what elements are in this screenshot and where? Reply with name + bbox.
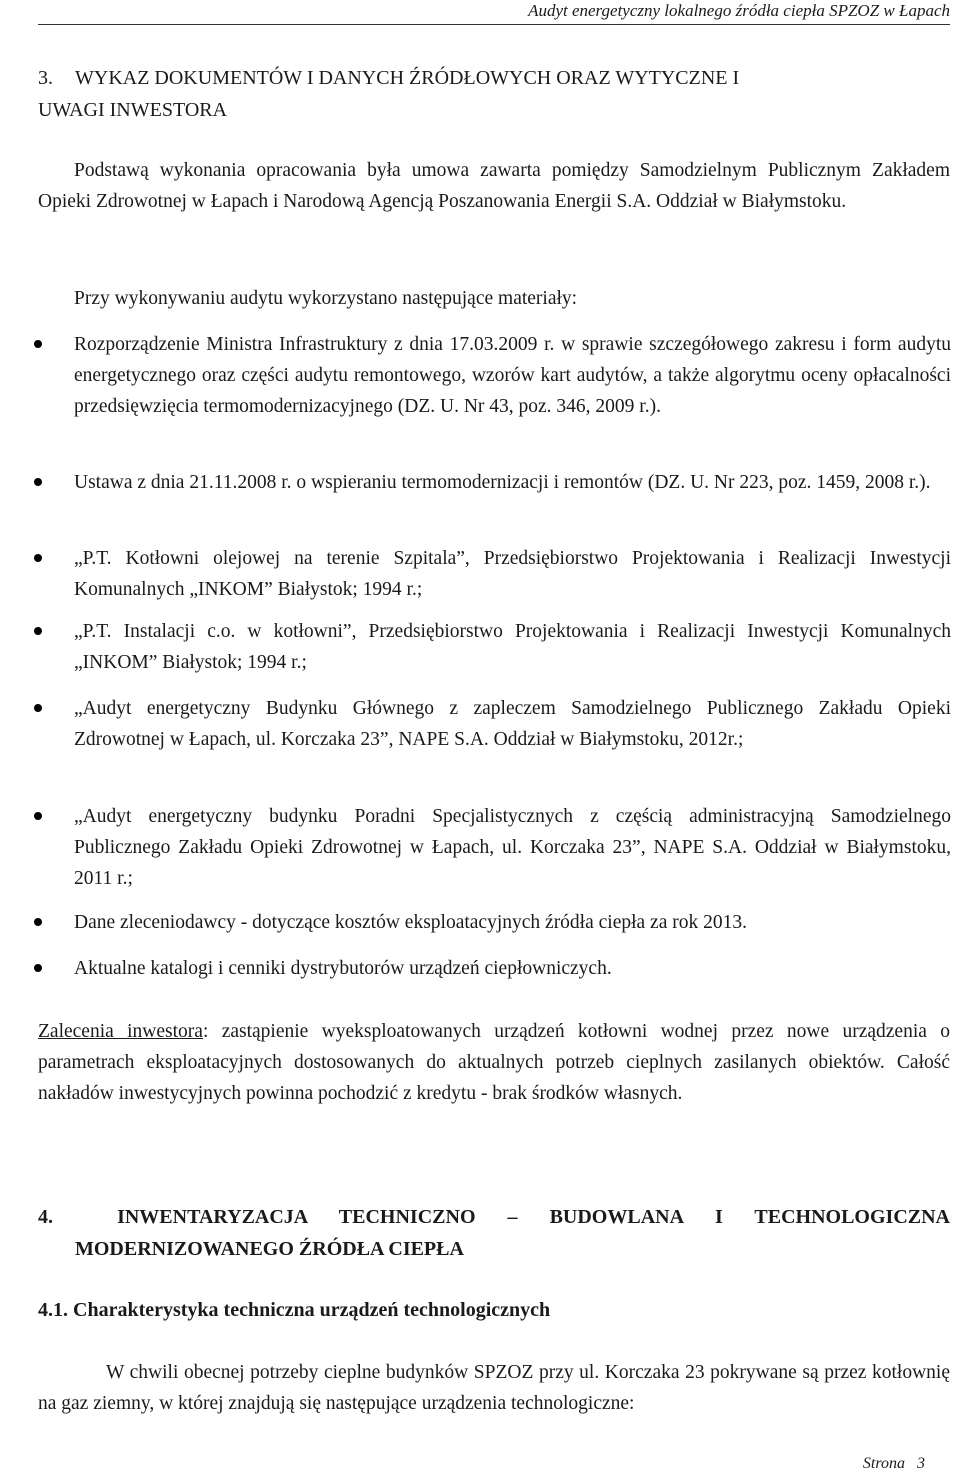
materials-lead: Przy wykonywaniu audytu wykorzystano następujące materiały:	[74, 288, 578, 309]
section-4-number: 4.	[38, 1206, 53, 1228]
running-title: Audyt energetyczny lokalnego źródła ciepła SPZOZ w Łapach	[528, 1, 950, 20]
page-number: 3	[917, 1455, 925, 1472]
list-item	[74, 329, 951, 422]
subsection-title: Charakterystyka techniczna urządzeń technologicznych	[73, 1299, 551, 1321]
list-item-text: Ustawa z dnia 21.11.2008 r. o wspieraniu termomodernizacji i remontów (DZ. U. Nr 223, poz. 1459, 2008 r.).	[74, 472, 931, 493]
list-item-text: Aktualne katalogi i cenniki dystrybutorów urządzeń ciepłowniczych.	[74, 958, 612, 979]
subsection-4-1-heading	[38, 1294, 550, 1326]
bullet-icon	[34, 627, 42, 635]
bullet-icon	[34, 812, 42, 820]
section-4-title-line2: MODERNIZOWANEGO ŹRÓDŁA CIEPŁA	[75, 1238, 464, 1260]
recommendations-text: : zastąpienie wyeksploatowanych urządzeń kotłowni wodnej przez nowe urządzenia o parametrach eksploatacyjnych dostosowanych do aktualnych potrzeb cieplnych zasilanych obiektów. Całość nakładów inwestycyjnych powinna pochodzić z kredytu - brak środków własnych.	[38, 1021, 950, 1104]
list-item	[74, 693, 951, 755]
list-item	[74, 907, 951, 938]
list-item-text: Dane zleceniodawcy - dotyczące kosztów eksploatacyjnych źródła ciepła za rok 2013.	[74, 912, 747, 933]
running-header	[38, 0, 950, 25]
section-3-heading	[38, 62, 950, 126]
page-footer	[863, 1455, 925, 1473]
page-label: Strona	[862, 1455, 905, 1472]
section-3-title-line2: UWAGI INWESTORA	[38, 99, 228, 121]
bullet-icon	[34, 340, 42, 348]
list-item-text: „P.T. Kotłowni olejowej na terenie Szpitala”, Przedsiębiorstwo Projektowania i Realizacji Inwestycji Komunalnych „INKOM” Białystok; 1994 r.;	[74, 548, 951, 600]
list-item-text: Rozporządzenie Ministra Infrastruktury z dnia 17.03.2009 r. w sprawie szczegółowego zakresu i form audytu energetycznego oraz części audytu remontowego, wzorów kart audytów, a także algorytmu oceny opłacalności przedsięwzięcia termomodernizacyjnego (DZ. U. Nr 43, poz. 346, 2009 r.).	[74, 334, 951, 417]
section-4-heading	[38, 1201, 950, 1265]
list-item-text: „Audyt energetyczny Budynku Głównego z zapleczem Samodzielnego Publicznego Zakładu Opieki Zdrowotnej w Łapach, ul. Korczaka 23”, NAPE S.A. Oddział w Białymstoku, 2012r.;	[74, 698, 951, 750]
bullet-icon	[34, 918, 42, 926]
intro-paragraph: Podstawą wykonania opracowania była umowa zawarta pomiędzy Samodzielnym Publicznym Zakładem Opieki Zdrowotnej w Łapach i Narodową Agencją Poszanowania Energii S.A. Oddział w Białymstoku.	[38, 160, 950, 212]
bullet-icon	[34, 478, 42, 486]
list-item	[74, 801, 951, 894]
section-4-body: W chwili obecnej potrzeby cieplne budynków SPZOZ przy ul. Korczaka 23 pokrywane są przez kotłownię na gaz ziemny, w której znajdują się następujące urządzenia technologiczne:	[38, 1362, 950, 1414]
section-3-number: 3.	[38, 67, 53, 89]
list-item	[74, 616, 951, 678]
section-3-title-line1: WYKAZ DOKUMENTÓW I DANYCH ŹRÓDŁOWYCH ORAZ WYTYCZNE I	[75, 67, 740, 89]
section-4-title-line1	[38, 1201, 950, 1233]
section-4-title-text: INWENTARYZACJA TECHNICZNO – BUDOWLANA I TECHNOLOGICZNA	[117, 1206, 951, 1228]
recommendations-label: Zalecenia inwestora	[38, 1021, 203, 1042]
list-item	[74, 467, 951, 498]
bullet-icon	[34, 964, 42, 972]
list-item	[74, 543, 951, 605]
subsection-number: 4.1.	[38, 1299, 68, 1321]
bullet-icon	[34, 554, 42, 562]
bullet-icon	[34, 704, 42, 712]
list-item-text: „P.T. Instalacji c.o. w kotłowni”, Przedsiębiorstwo Projektowania i Realizacji Inwestycji Komunalnych „INKOM” Białystok; 1994 r.;	[74, 621, 951, 673]
investor-recommendations	[38, 1016, 950, 1109]
list-item-text: „Audyt energetyczny budynku Poradni Specjalistycznych z częścią administracyjną Samodzielnego Publicznego Zakładu Opieki Zdrowotnej w Łapach, ul. Korczaka 23”, NAPE S.A. Oddział w Białymstoku, 2011 r.;	[74, 806, 951, 889]
list-item	[74, 953, 951, 984]
